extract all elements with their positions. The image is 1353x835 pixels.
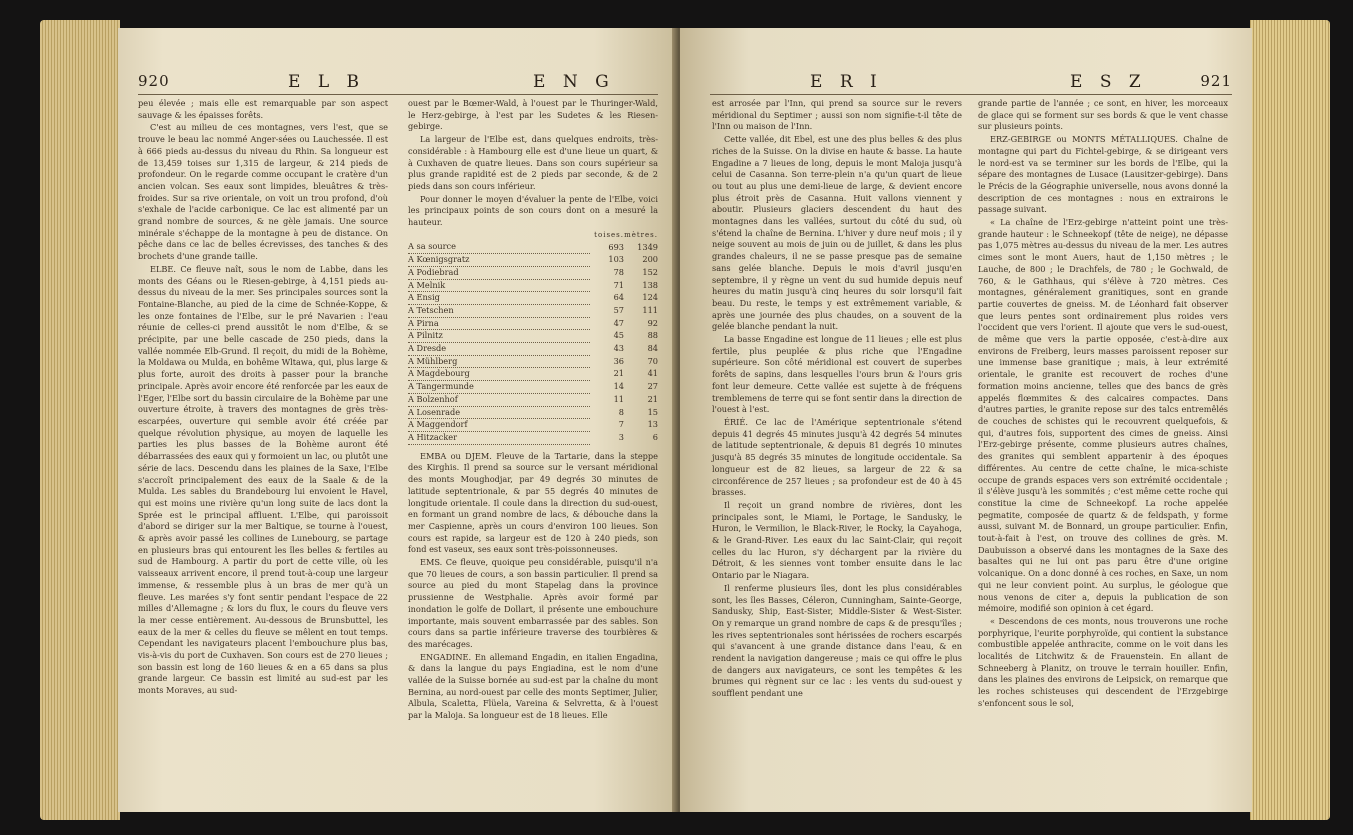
left-column-1 <box>138 98 388 698</box>
table-place: A Pirna <box>408 317 590 330</box>
table-row <box>408 241 658 253</box>
right-headword-2: E S Z <box>1070 72 1147 92</box>
table-place: A Podiebrad <box>408 266 590 279</box>
table-place: A sa source <box>408 241 590 253</box>
table-metres: 15 <box>647 406 658 417</box>
table-place: A Maggendorf <box>408 419 590 432</box>
right-column-1 <box>712 98 962 701</box>
table-row <box>408 393 658 406</box>
table-row <box>408 406 658 419</box>
table-metres: 84 <box>647 343 658 354</box>
table-row <box>408 343 658 356</box>
table-place: A Tangermunde <box>408 381 590 394</box>
table-toises: 45 <box>613 330 624 341</box>
table-metres: 1349 <box>637 241 658 252</box>
table-place: A Pilnitz <box>408 330 590 343</box>
paragraph: EMBA ou DJEM. Fleuve de la Tartarie, dans la steppe des Kirghis. Il prend sa source sur le versant méridional des monts Moughodjar, par 49 degrés 30 minutes de latitude septentrionale, & par 55 degrés 40 minutes de longitude orientale. Il coule dans la direction du sud-ouest, en formant un grand nombre de lacs, & débouche dans la mer Caspienne, après un cours d'environ 100 lieues. Son cours est rapide, sa largeur est de 120 à 240 pieds, son fond est vaseux, ses eaux sont très-poissonneuses. <box>408 450 658 555</box>
paragraph: C'est au milieu de ces montagnes, vers l'est, que se trouve le beau lac nommé Anger-sées ou Lauchessée. Il est à 666 pieds au-dessus du niveau du Rhin. Sa longueur est de 13,459 toises sur 1,315 de largeur, & 214 pieds de profondeur. On le regarde comme occupant le cratère d'un ancien volcan. Ses eaux sont limpides, bleuâtres & très-froides. Sur sa rive orientale, on voit un trou profond, d'où s'exhale de l'acide carbonique. Ce lac est alimenté par un grand nombre de sources, & ne gèle jamais. Une source minérale s'échappe de la montagne à peu de distance. On pêche dans ce lac de belles écrevisses, des tanches & des brochets d'une grande taille. <box>138 122 388 262</box>
table-row <box>408 266 658 279</box>
left-column-2 <box>408 98 658 723</box>
table-metres: 6 <box>652 431 658 442</box>
paragraph: ÉRIÉ. Ce lac de l'Amérique septentrionale s'étend depuis 41 degrés 45 minutes jusqu'à 42 degrés 54 minutes de latitude septentrionale, & depuis 81 degrés 10 minutes jusqu'à 85 degrés 35 minutes de longitude occidentale. Sa longueur est de 82 lieues, sa largeur de 22 & sa circonférence de 257 lieues ; sa profondeur est de 40 à 45 brasses. <box>712 416 962 498</box>
table-row <box>408 431 658 444</box>
table-row <box>408 317 658 330</box>
table-toises: 47 <box>613 317 624 328</box>
paragraph: Il reçoit un grand nombre de rivières, dont les principales sont, le Miami, le Portage, le Sandusky, le Huron, le Vermilion, le Black-River, le Rocky, la Cayahoga, & le Grand-River. Les eaux du lac Saint-Clair, qui reçoit celles du lac Huron, s'y déchargent par la rivière du Détroit, & les siennes vont tomber ensuite dans le lac Ontario par le Niagara. <box>712 499 962 581</box>
table-head-metres: mètres. <box>624 230 658 239</box>
left-page-number: 920 <box>138 72 170 90</box>
table-toises: 103 <box>608 254 624 265</box>
table-metres: 152 <box>642 266 658 277</box>
left-running-header <box>138 72 658 94</box>
paragraph: La basse Engadine est longue de 11 lieues ; elle est plus fertile, plus peuplée & plus riche que l'Engadine supérieure. Son côté méridional est couvert de superbes forêts de sapins, dans lesquelles l'ours brun & l'ours gris font leur demeure. Cette vallée est sujette à de fréquens tremblemens de terre qui se font sentir dans la direction de l'ouest à l'est. <box>712 334 962 415</box>
table-metres: 21 <box>647 393 658 404</box>
table-place: A Tetschen <box>408 304 590 317</box>
table-toises: 3 <box>618 431 624 442</box>
left-page <box>118 28 678 812</box>
header-rule <box>710 94 1232 95</box>
left-headword-1: E L B <box>288 72 365 92</box>
paragraph: Il renferme plusieurs îles, dont les plus considérables sont, les îles Basses, Céleron, Cunningham, Sainte-George, Sandusky, Ship, East-Sister, Middle-Sister & West-Sister. On y remarque un grand nombre de caps & de presqu'îles ; les rives septentrionales sont hérissées de rochers escarpés qui s'avancent à une grande distance dans l'eau, & en rendent la navigation dangereuse ; mais ce qui offre le plus de dangers aux navigateurs, ce sont les tempêtes & les brumes qui règnent sur ce lac : les vents du sud-ouest y soufflent pendant une <box>712 582 962 699</box>
table-metres: 111 <box>642 304 658 315</box>
table-place: A Bolzenhof <box>408 393 590 406</box>
table-toises: 78 <box>613 266 624 277</box>
paragraph: peu élevée ; mais elle est remarquable par son aspect sauvage & les épaisses forêts. <box>138 98 388 120</box>
paragraph: grande partie de l'année ; ce sont, en hiver, les morceaux de glace qui se forment sur ses bords & que le vent chasse sur plusieurs points. <box>978 98 1228 132</box>
table-metres: 27 <box>647 381 658 392</box>
table-place: A Kœnigsgratz <box>408 254 590 267</box>
table-toises: 64 <box>613 292 624 303</box>
table-row <box>408 419 658 432</box>
table-metres: 124 <box>642 292 658 303</box>
table-toises: 7 <box>618 419 624 430</box>
paragraph: ouest par le Bœmer-Wald, à l'ouest par le Thuringer-Wald, le Herz-gebirge, à l'est par les Sudetes & les Riesen-gebirge. <box>408 98 658 132</box>
table-metres: 41 <box>647 368 658 379</box>
table-row <box>408 330 658 343</box>
table-toises: 21 <box>613 368 624 379</box>
table-place: A Mühlberg <box>408 355 590 368</box>
paragraph: EMS. Ce fleuve, quoique peu considérable, puisqu'il n'a que 70 lieues de cours, a son bassin particulier. Il prend sa source au pied du mont Stapelag dans la province prussienne de Westphalie. Après avoir formé par inondation le golfe de Dollart, il présente une embouchure importante, mais souvent embarrassée par des sables. Son cours dans sa partie inférieure traverse des tourbières & des marécages. <box>408 557 658 649</box>
table-row <box>408 254 658 267</box>
paragraph: est arrosée par l'Inn, qui prend sa source sur le revers méridional du Septimer ; aussi son nom signifie-t-il tête de l'Inn ou maison de l'Inn. <box>712 98 962 132</box>
paragraph: ELBE. Ce fleuve naît, sous le nom de Labbe, dans les monts des Géans ou le Riesen-gebirge, à 4,151 pieds au-dessus du niveau de la mer. Ses principales sources sont la Fontaine-Blanche, au pied de la cime de Schnée-Koppe, & les onze fontaines de l'Elbe, sur le pré Navarien : l'eau réunie de celles-ci prend aussitôt le nom d'Elbe, & se précipite, par une belle cascade de 250 pieds, dans la vallée nommée Elb-Grund. Il reçoit, du midi de la Bohème, la Moldawa ou Mulda, en bohême Wltawa, qui, plus large & plus forte, auroit des droits à passer pour la branche principale. Après avoir encore été renforcée par les eaux de l'Eger, l'Elbe sort du bassin circulaire de la Bohème par une ouverture étroite, à travers des montagnes de grès très-escarpées, ouverture qui semble avoir été créée par quelque révolution physique, au moyen de laquelle les parties les plus basses de la Bohème auront été débarrassées des eaux qui y formoient un lac, ou plutôt une série de lacs. Descendu dans les plaines de la Saxe, l'Elbe s'accroît principalement des eaux de la Saale & de la Mulda. Les sables du Brandebourg lui envoient le Havel, qui est moins une rivière qu'un long suite de lacs dont la Sprée est le principal affluent. L'Elbe, qui paroissoit d'abord se diriger sur la mer Baltique, se tourne à l'ouest, & après avoir passé les collines de Lunebourg, se partage en plusieurs bras qui entourent les îles belles & fertiles au sud de Hambourg. A partir du port de cette ville, où les vaisseaux arrivent encore, il prend tout-à-coup une largeur immense, & ressemble plus à un bras de mer qu'à un fleuve. Les marées s'y font sentir pendant l'espace de 22 milles d'Allemagne ; & lors du flux, le cours du fleuve vers la mer cesse entièrement. Au-dessous de Brunsbuttel, les eaux de la mer & celles du fleuve se mêlent en tout temps. Cependant les navigateurs placent l'embouchure plus bas, vis-à-vis du port de Cuxhaven. Son cours est de 270 lieues ; son bassin est long de 160 lieues & en a 65 dans sa plus grande largeur. Ce bassin est limité au sud-est par les monts Moraves, au sud- <box>138 263 388 696</box>
table-head-toises: toises. <box>594 230 624 239</box>
table-toises: 693 <box>608 241 624 252</box>
page-edges-right <box>1250 20 1330 820</box>
paragraph: « La chaîne de l'Erz-gebirge n'atteint point une très-grande hauteur : le Schneekopf (tête de neige), ne dépasse pas 1,075 mètres au-dessus du niveau de la mer. Les autres cimes sont le mont Auers, haut de 1,150 mètres ; le Lauche, de 800 ; le Drachfels, de 780 ; le Gochwald, de 760, & le Gathhaus, qui s'élève à 720 mètres. Ces montagnes, généralement granitiques, sont en grande partie couvertes de gneiss. M. de Léonhard fait observer que leurs pentes sont ordinairement plus roides vers l'occident que vers l'orient. Il ajoute que vers le sud-ouest, de même que vers la partie opposée, c'est-à-dire aux environs de Freiberg, leurs masses paroissent reposer sur une immense base granitique ; mais, à leur extrémité orientale, le granite est recouvert de roches d'une formation moins ancienne, telles que des bancs de grès appelés flœmmites & des calcaires compactes. Dans d'autres parties, le granite repose sur des talcs entremêlés de couches de schistes qui le recouvrent quelquefois, & qui, d'autres fois, supportent des cimes de gneiss. Ainsi l'Erz-gebirge présente, comme plusieurs autres chaînes, des granites qui semblent appartenir à des époques différentes. Au centre de cette chaîne, le mica-schiste occupe de grands espaces vers son extrémité occidentale ; il s'élève jusqu'à les sommités ; c'est même cette roche qui constitue la cime de Schneekopf. La roche appelée pegmatite, composée de quartz & de feldspath, y forme aussi, suivant M. de Bonnard, un groupe particulier. Enfin, tout-à-fait à l'est, on trouve des collines de grès. M. Daubuisson a observé dans les montagnes de la Saxe des basaltes qui ne lui ont pas paru être d'une origine volcanique. On a donc donné à ces roches, en Saxe, un nom qui ne leur convient point. Au surplus, le géologue que nous venons de citer a, depuis la publication de son mémoire, modifié son opinion à cet égard. <box>978 217 1228 614</box>
right-running-header <box>710 72 1232 94</box>
table-toises: 14 <box>613 381 624 392</box>
table-toises: 8 <box>618 406 624 417</box>
table-row <box>408 368 658 381</box>
paragraph: « Descendons de ces monts, nous trouverons une roche porphyrique, l'eurite porphyroïde, qui contient la substance combustible appelée anthracite, comme on le voit dans les localités de Litchwitz & de Frauenstein. En allant de Schneeberg à Planitz, on trouve le terrain houiller. Enfin, dans les plaines des environs de Leipsick, on remarque que les roches schisteuses qui descendent de l'Erzgebirge s'enfoncent sous le sol, <box>978 615 1228 708</box>
table-place: A Melnik <box>408 279 590 292</box>
right-page <box>680 28 1252 812</box>
table-place: A Ensig <box>408 292 590 305</box>
table-toises: 43 <box>613 343 624 354</box>
paragraph: ERZ-GEBIRGE ou MONTS MÉTALLIQUES. Chaîne de montagne qui part du Fichtel-gebirge, & se dirigeant vers le nord-est va se terminer sur les bords de l'Elbe, qui la sépare des montagnes de Lusace (Lausitzer-gebirge). Dans le Précis de la Géographie universelle, nous avons donné la description de ces montagnes : nous en extrairons le passage suivant. <box>978 134 1228 215</box>
table-place: A Losenrade <box>408 406 590 419</box>
right-page-number: 921 <box>1200 72 1232 90</box>
table-place: A Hitzacker <box>408 431 590 444</box>
table-metres: 200 <box>642 254 658 265</box>
table-row <box>408 279 658 292</box>
table-toises: 57 <box>613 304 624 315</box>
right-column-2 <box>978 98 1228 711</box>
table-row <box>408 381 658 394</box>
table-place: A Dresde <box>408 343 590 356</box>
table-metres: 70 <box>647 355 658 366</box>
table-toises: 36 <box>613 355 624 366</box>
table-toises: 71 <box>613 279 624 290</box>
header-rule <box>138 94 658 95</box>
table-toises: 11 <box>613 393 624 404</box>
paragraph: ENGADINE. En allemand Engadin, en italien Engadina, & dans la langue du pays Engiadina, est le nom d'une vallée de la Suisse bornée au sud-est par la chaîne du mont Bernina, au nord-ouest par celle des monts Septimer, Julier, Albula, Scaletta, Flüela, Vareina & Selvretta, & à l'ouest par la Maloja. Sa longueur est de 18 lieues. Elle <box>408 651 658 721</box>
open-book <box>40 20 1330 820</box>
table-row <box>408 292 658 305</box>
table-row <box>408 355 658 368</box>
paragraph: Cette vallée, dit Ebel, est une des plus belles & des plus riches de la Suisse. On la divise en haute & basse. La haute Engadine a 7 lieues de long, depuis le mont Maloja jusqu'à celui de Casanna. Son terre-plein n'a qu'un quart de lieue ou tout au plus une demi-lieue de large, & devient encore plus étroit près de Casanna. Huit vallons viennent y aboutir. Plusieurs glaciers descendent du haut des montagnes dans les vallées, surtout du côté du sud, où s'étend la chaîne de Bernina. L'hiver y dure neuf mois ; il y neige souvent au mois de juin ou de juillet, & dans les plus grandes chaleurs, il ne se passe presque pas de semaine sans gelée blanche. Depuis le mois d'avril jusqu'en septembre, il y règne un vent du sud humide depuis neuf heures du matin jusqu'à cinq heures du soir lorsqu'il fait beau. Du reste, le temps y est extrêmement variable, & après une journée des plus chaudes, on a souvent de la gelée blanche pendant la nuit. <box>712 134 962 332</box>
table-metres: 13 <box>647 419 658 430</box>
paragraph: La largeur de l'Elbe est, dans quelques endroits, très-considérable : à Hambourg elle est d'une lieue un quart, & à Cuxhaven de quatre lieues. Dans son cours supérieur sa plus grande rapidité est de 2 pieds par seconde, & de 2 pieds dans son cours inférieur. <box>408 134 658 191</box>
elbe-height-table <box>408 230 658 445</box>
table-metres: 92 <box>647 317 658 328</box>
table-place: A Magdebourg <box>408 368 590 381</box>
table-row <box>408 304 658 317</box>
right-headword-1: E R I <box>810 72 883 92</box>
paragraph: Pour donner le moyen d'évaluer la pente de l'Elbe, voici les principaux points de son cours dont on a mesuré la hauteur. <box>408 193 658 228</box>
page-edges-left <box>40 20 120 820</box>
left-headword-2: E N G <box>533 72 615 92</box>
table-metres: 88 <box>647 330 658 341</box>
table-metres: 138 <box>642 279 658 290</box>
